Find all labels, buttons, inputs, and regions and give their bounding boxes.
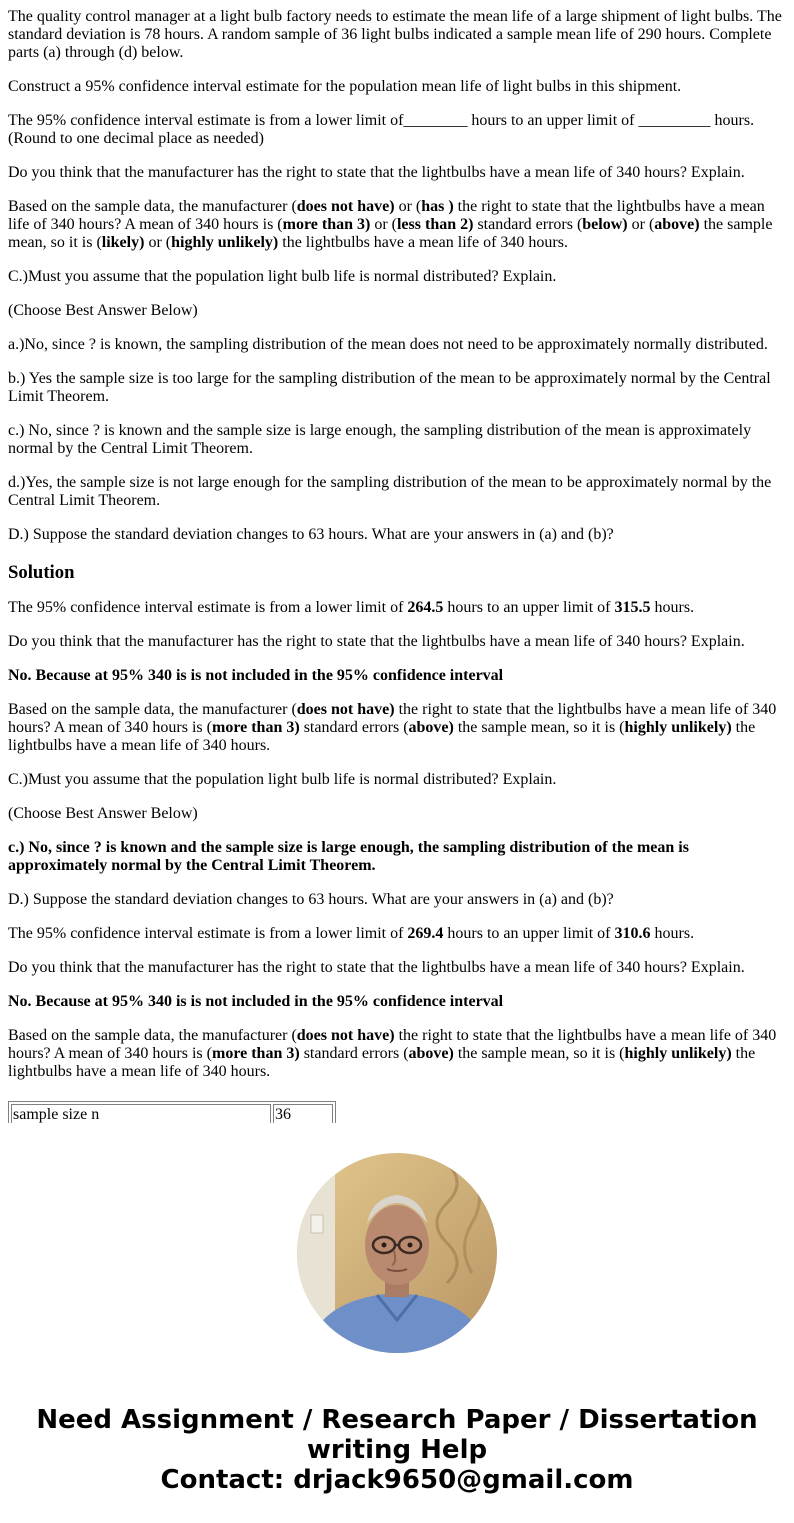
option-a: a.)No, since ? is known, the sampling distribution of the mean does not need to be approximately normally distributed. [8,336,768,353]
solution-question-b2: Do you think that the manufacturer has the right to state that the lightbulbs have a mean life of 340 hours? Explain. [8,959,745,976]
table-cell-label: sample size n [11,1104,271,1123]
solution-answer-b: No. Because at 95% 340 is is not included in the 95% confidence interval [8,667,504,684]
solution-answer-b2: No. Because at 95% 340 is is not included in the 95% confidence interval [8,993,504,1010]
solution-based: Based on the sample data, the manufacturer (does not have) the right to state that the lightbulbs have a mean life of 340 hours? A mean of 340 hours is (more than 3) standard errors (above) the sample mean, so it is (highly unlikely) the lightbulbs have a mean life of 340 hours. [8,701,777,754]
footer-line-1: Need Assignment / Research Paper / Dissertation [36,1405,758,1435]
ci1-upper: 315.5 [614,599,651,616]
ci1-lower: 264.5 [407,599,444,616]
solution-heading: Solution [8,562,75,583]
question-intro: The quality control manager at a light bulb factory needs to estimate the mean life of a large shipment of light bulbs. The standard deviation is 78 hours. A random sample of 36 light bulbs indicated a sample mean life of 290 hours. Complete parts (a) through (d) below. [8,8,782,61]
portrait-image [297,1153,497,1353]
data-table-container [8,1101,340,1123]
question-choose: (Choose Best Answer Below) [8,302,198,319]
footer-contact [0,1405,794,1495]
option-d: d.)Yes, the sample size is not large enough for the sampling distribution of the mean to be approximately normal by the Central Limit Theorem. [8,474,772,509]
ci2-upper: 310.6 [614,925,651,942]
option-c: c.) No, since ? is known and the sample size is large enough, the sampling distribution of the mean is approximately normal by the Central Limit Theorem. [8,422,752,457]
question-part-d: D.) Suppose the standard deviation changes to 63 hours. What are your answers in (a) and (b)? [8,526,614,543]
ci2-lower: 269.4 [407,925,444,942]
question-ci-blank: The 95% confidence interval estimate is from a lower limit of________ hours to an upper limit of _________ hours. (Round to one decimal place as needed) [8,112,755,147]
table-row [11,1104,333,1123]
question-part-b: Do you think that the manufacturer has the right to state that the lightbulbs have a mean life of 340 hours? Explain. [8,164,745,181]
question-based-options: Based on the sample data, the manufacturer (does not have) or (has ) the right to state that the lightbulbs have a mean life of 340 hours? A mean of 340 hours is (more than 3) or (less than 2) standard errors (below) or (above) the sample mean, so it is (likely) or (highly unlikely) the lightbulbs have a mean life of 340 hours. [8,198,773,251]
question-part-a: Construct a 95% confidence interval estimate for the population mean life of light bulbs in this shipment. [8,78,682,95]
solution-question-c: C.)Must you assume that the population light bulb life is normal distributed? Explain. [8,771,557,788]
solution-choose: (Choose Best Answer Below) [8,805,198,822]
data-table [8,1101,336,1123]
question-part-c: C.)Must you assume that the population light bulb life is normal distributed? Explain. [8,268,557,285]
author-portrait-icon [297,1153,497,1353]
solution-ci-2: The 95% confidence interval estimate is from a lower limit of 269.4 hours to an upper limit of 310.6 hours. [8,925,695,942]
solution-question-d: D.) Suppose the standard deviation changes to 63 hours. What are your answers in (a) and (b)? [8,891,614,908]
solution-ci-1: The 95% confidence interval estimate is from a lower limit of 264.5 hours to an upper limit of 315.5 hours. [8,599,695,616]
solution-based-2: Based on the sample data, the manufacturer (does not have) the right to state that the lightbulbs have a mean life of 340 hours? A mean of 340 hours is (more than 3) standard errors (above) the sample mean, so it is (highly unlikely) the lightbulbs have a mean life of 340 hours. [8,1027,777,1080]
solution-answer-c: c.) No, since ? is known and the sample size is large enough, the sampling distribution of the mean is approximately normal by the Central Limit Theorem. [8,839,689,874]
footer-line-2: writing Help [306,1435,488,1465]
footer-line-3: Contact: drjack9650@gmail.com [160,1465,634,1495]
solution-question-b: Do you think that the manufacturer has the right to state that the lightbulbs have a mean life of 340 hours? Explain. [8,633,745,650]
table-cell-value: 36 [273,1104,333,1123]
option-b: b.) Yes the sample size is too large for the sampling distribution of the mean to be approximately normal by the Central Limit Theorem. [8,370,771,405]
document-body [8,8,786,1097]
